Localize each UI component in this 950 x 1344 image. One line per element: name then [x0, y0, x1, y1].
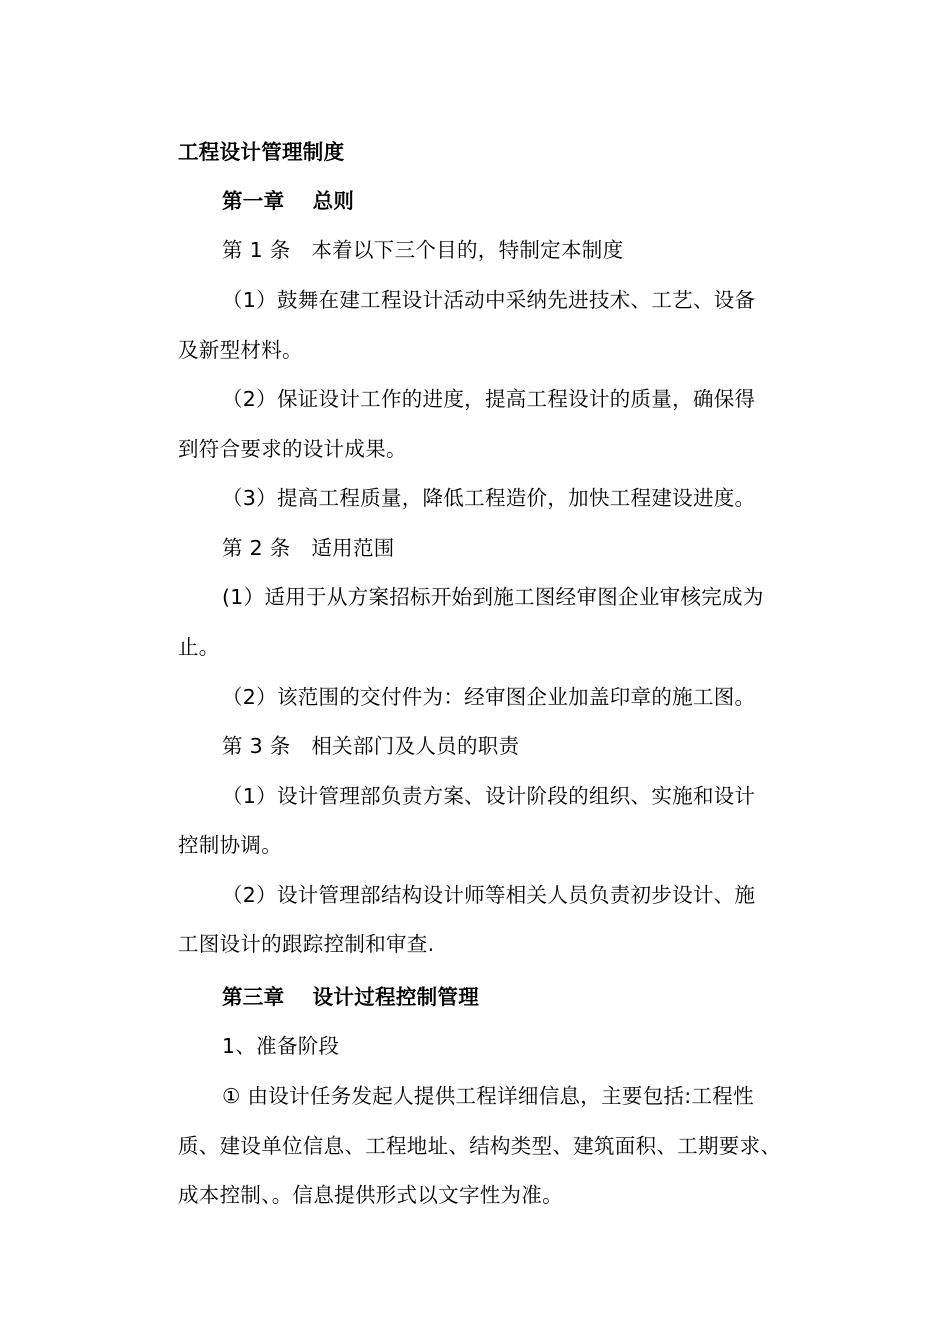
paragraph-line: 及新型材料。: [178, 338, 303, 362]
paragraph-line: 到符合要求的设计成果。: [178, 437, 407, 461]
paragraph-line: 质、建设单位信息、工程地址、结构类型、建筑面积、工期要求、: [178, 1134, 782, 1158]
paragraph-line: 止。: [178, 635, 220, 659]
paragraph-line: （2）保证设计工作的进度，提高工程设计的质量，确保得: [222, 387, 756, 411]
article-heading: 第 3 条 相关部门及人员的职责: [222, 734, 520, 758]
paragraph-line: （1）设计管理部负责方案、设计阶段的组织、实施和设计: [222, 784, 756, 808]
paragraph-line: （1）鼓舞在建工程设计活动中采纳先进技术、工艺、设备: [222, 288, 756, 312]
document-title: 工程设计管理制度: [178, 140, 345, 164]
paragraph-line: （2）设计管理部结构设计师等相关人员负责初步设计、施: [222, 883, 756, 907]
chapter-heading: 第一章 总则: [222, 189, 355, 213]
paragraph-line: （2）该范围的交付件为：经审图企业加盖印章的施工图。: [222, 685, 756, 709]
paragraph-line: 控制协调。: [178, 833, 282, 857]
paragraph-line: 工图设计的跟踪控制和审查.: [178, 932, 435, 956]
chapter-heading: 第三章 设计过程控制管理: [222, 985, 480, 1009]
article-heading: 第 2 条 适用范围: [222, 536, 395, 560]
paragraph-line: (1）适用于从方案招标开始到施工图经审图企业审核完成为: [222, 585, 764, 609]
paragraph-line: 成本控制、。信息提供形式以文字性为准。: [178, 1183, 563, 1207]
section-heading: 1、准备阶段: [222, 1034, 340, 1058]
paragraph-line: （3）提高工程质量，降低工程造价，加快工程建设进度。: [222, 486, 756, 510]
article-heading: 第 1 条 本着以下三个目的，特制定本制度: [222, 238, 624, 262]
paragraph-line: ① 由设计任务发起人提供工程详细信息，主要包括:工程性: [222, 1084, 754, 1108]
